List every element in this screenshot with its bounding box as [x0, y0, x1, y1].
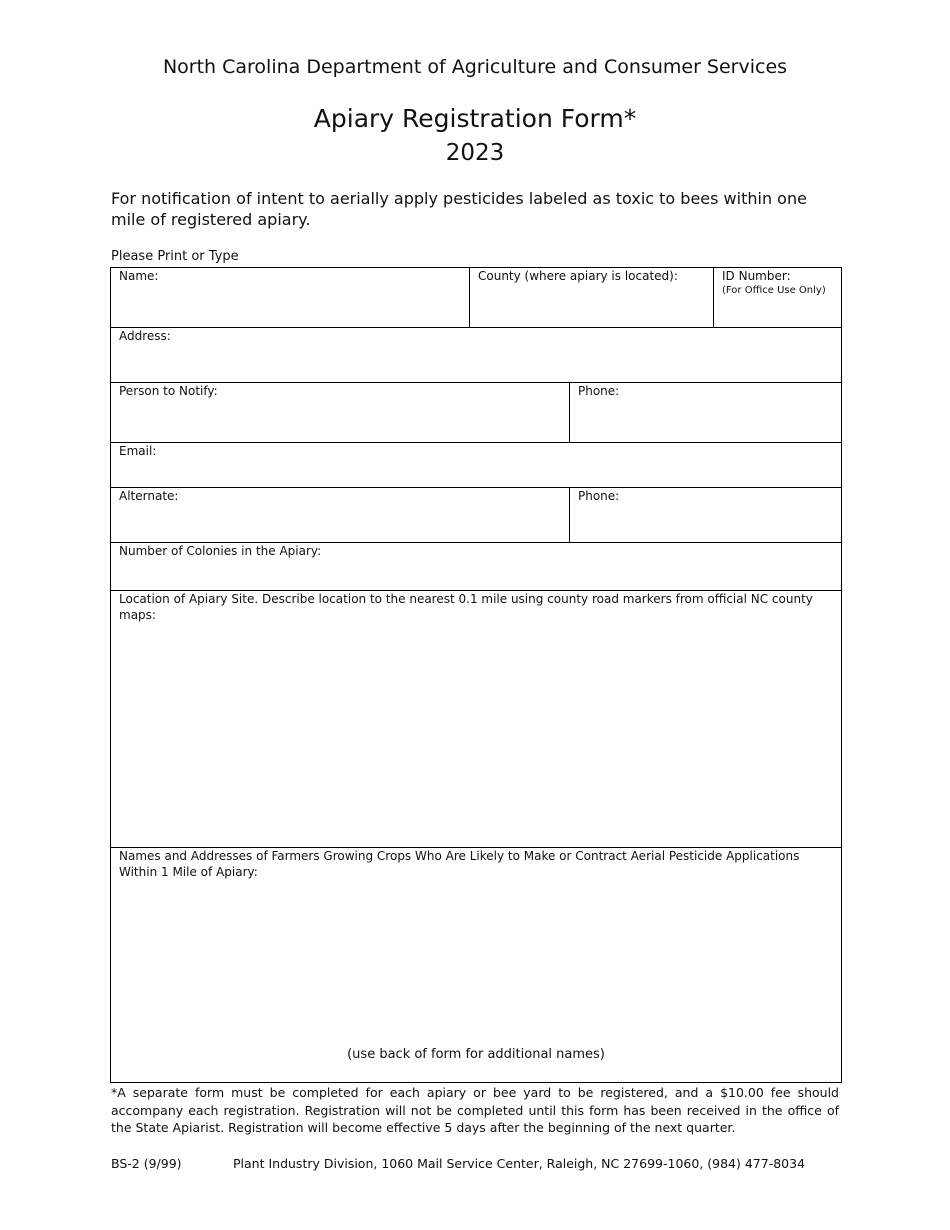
location-label: Location of Apiary Site. Describe location to the nearest 0.1 mile using county road markers from official NC county maps: [119, 592, 813, 622]
county-label: County (where apiary is located): [478, 269, 678, 283]
colonies-label: Number of Colonies in the Apiary: [119, 544, 322, 558]
person-to-notify-field[interactable] [111, 401, 569, 442]
alternate-phone-label: Phone: [578, 489, 620, 503]
farmers-field[interactable] [111, 882, 841, 1042]
email-field[interactable] [111, 461, 841, 487]
row-person-to-notify [111, 383, 841, 443]
id-number-label: ID Number: [722, 269, 791, 283]
county-field[interactable] [470, 286, 713, 327]
intro-text: For notification of intent to aerially apply pesticides labeled as toxic to bees within one mile of registered apiary. [111, 189, 807, 229]
address-cell [111, 328, 841, 382]
county-cell [469, 268, 713, 327]
alternate-phone-field[interactable] [570, 506, 841, 542]
row-location [111, 591, 841, 848]
department-name: North Carolina Department of Agriculture and Consumer Services [162, 56, 788, 78]
colonies-cell [111, 543, 841, 590]
address-field[interactable] [111, 346, 841, 382]
row-name [111, 268, 841, 328]
id-number-note: (For Office Use Only) [722, 285, 826, 296]
alternate-field[interactable] [111, 506, 569, 542]
person-to-notify-label: Person to Notify: [119, 384, 218, 398]
footnote: *A separate form must be completed for each apiary or bee yard to be registered, and a $10.00 fee should accompany each registration. Registration will not be completed until this form has been received in the office of the State Apiarist. Registration will become effective 5 days after the beginning of the next quarter. [111, 1085, 839, 1135]
form-number: BS-2 (9/99) [111, 1156, 182, 1171]
row-colonies [111, 543, 841, 591]
person-to-notify-cell [111, 383, 569, 442]
alternate-phone-cell [569, 488, 841, 542]
name-field[interactable] [111, 286, 469, 327]
row-farmers [111, 848, 841, 1082]
colonies-field[interactable] [111, 561, 841, 590]
alternate-label: Alternate: [119, 489, 179, 503]
registration-form-table [110, 267, 842, 1083]
footer-address: Plant Industry Division, 1060 Mail Service Center, Raleigh, NC 27699-1060, (984) 477-8034 [233, 1156, 806, 1171]
email-cell [111, 443, 841, 487]
farmers-label: Names and Addresses of Farmers Growing Crops Who Are Likely to Make or Contract Aerial Pesticide Applications Within 1 Mile of Apiary: [119, 849, 800, 879]
row-address [111, 328, 841, 383]
phone-cell [569, 383, 841, 442]
additional-names-note: (use back of form for additional names) [347, 1047, 605, 1062]
id-number-cell [713, 268, 841, 327]
location-cell [111, 591, 841, 847]
name-label: Name: [119, 269, 159, 283]
row-email [111, 443, 841, 488]
form-year: 2023 [445, 140, 505, 166]
form-title: Apiary Registration Form* [313, 104, 637, 133]
name-cell [111, 268, 469, 327]
location-field[interactable] [111, 609, 841, 847]
row-alternate [111, 488, 841, 543]
alternate-cell [111, 488, 569, 542]
phone-field[interactable] [570, 401, 841, 442]
email-label: Email: [119, 444, 157, 458]
address-label: Address: [119, 329, 171, 343]
print-instruction: Please Print or Type [111, 249, 239, 264]
phone-label: Phone: [578, 384, 620, 398]
